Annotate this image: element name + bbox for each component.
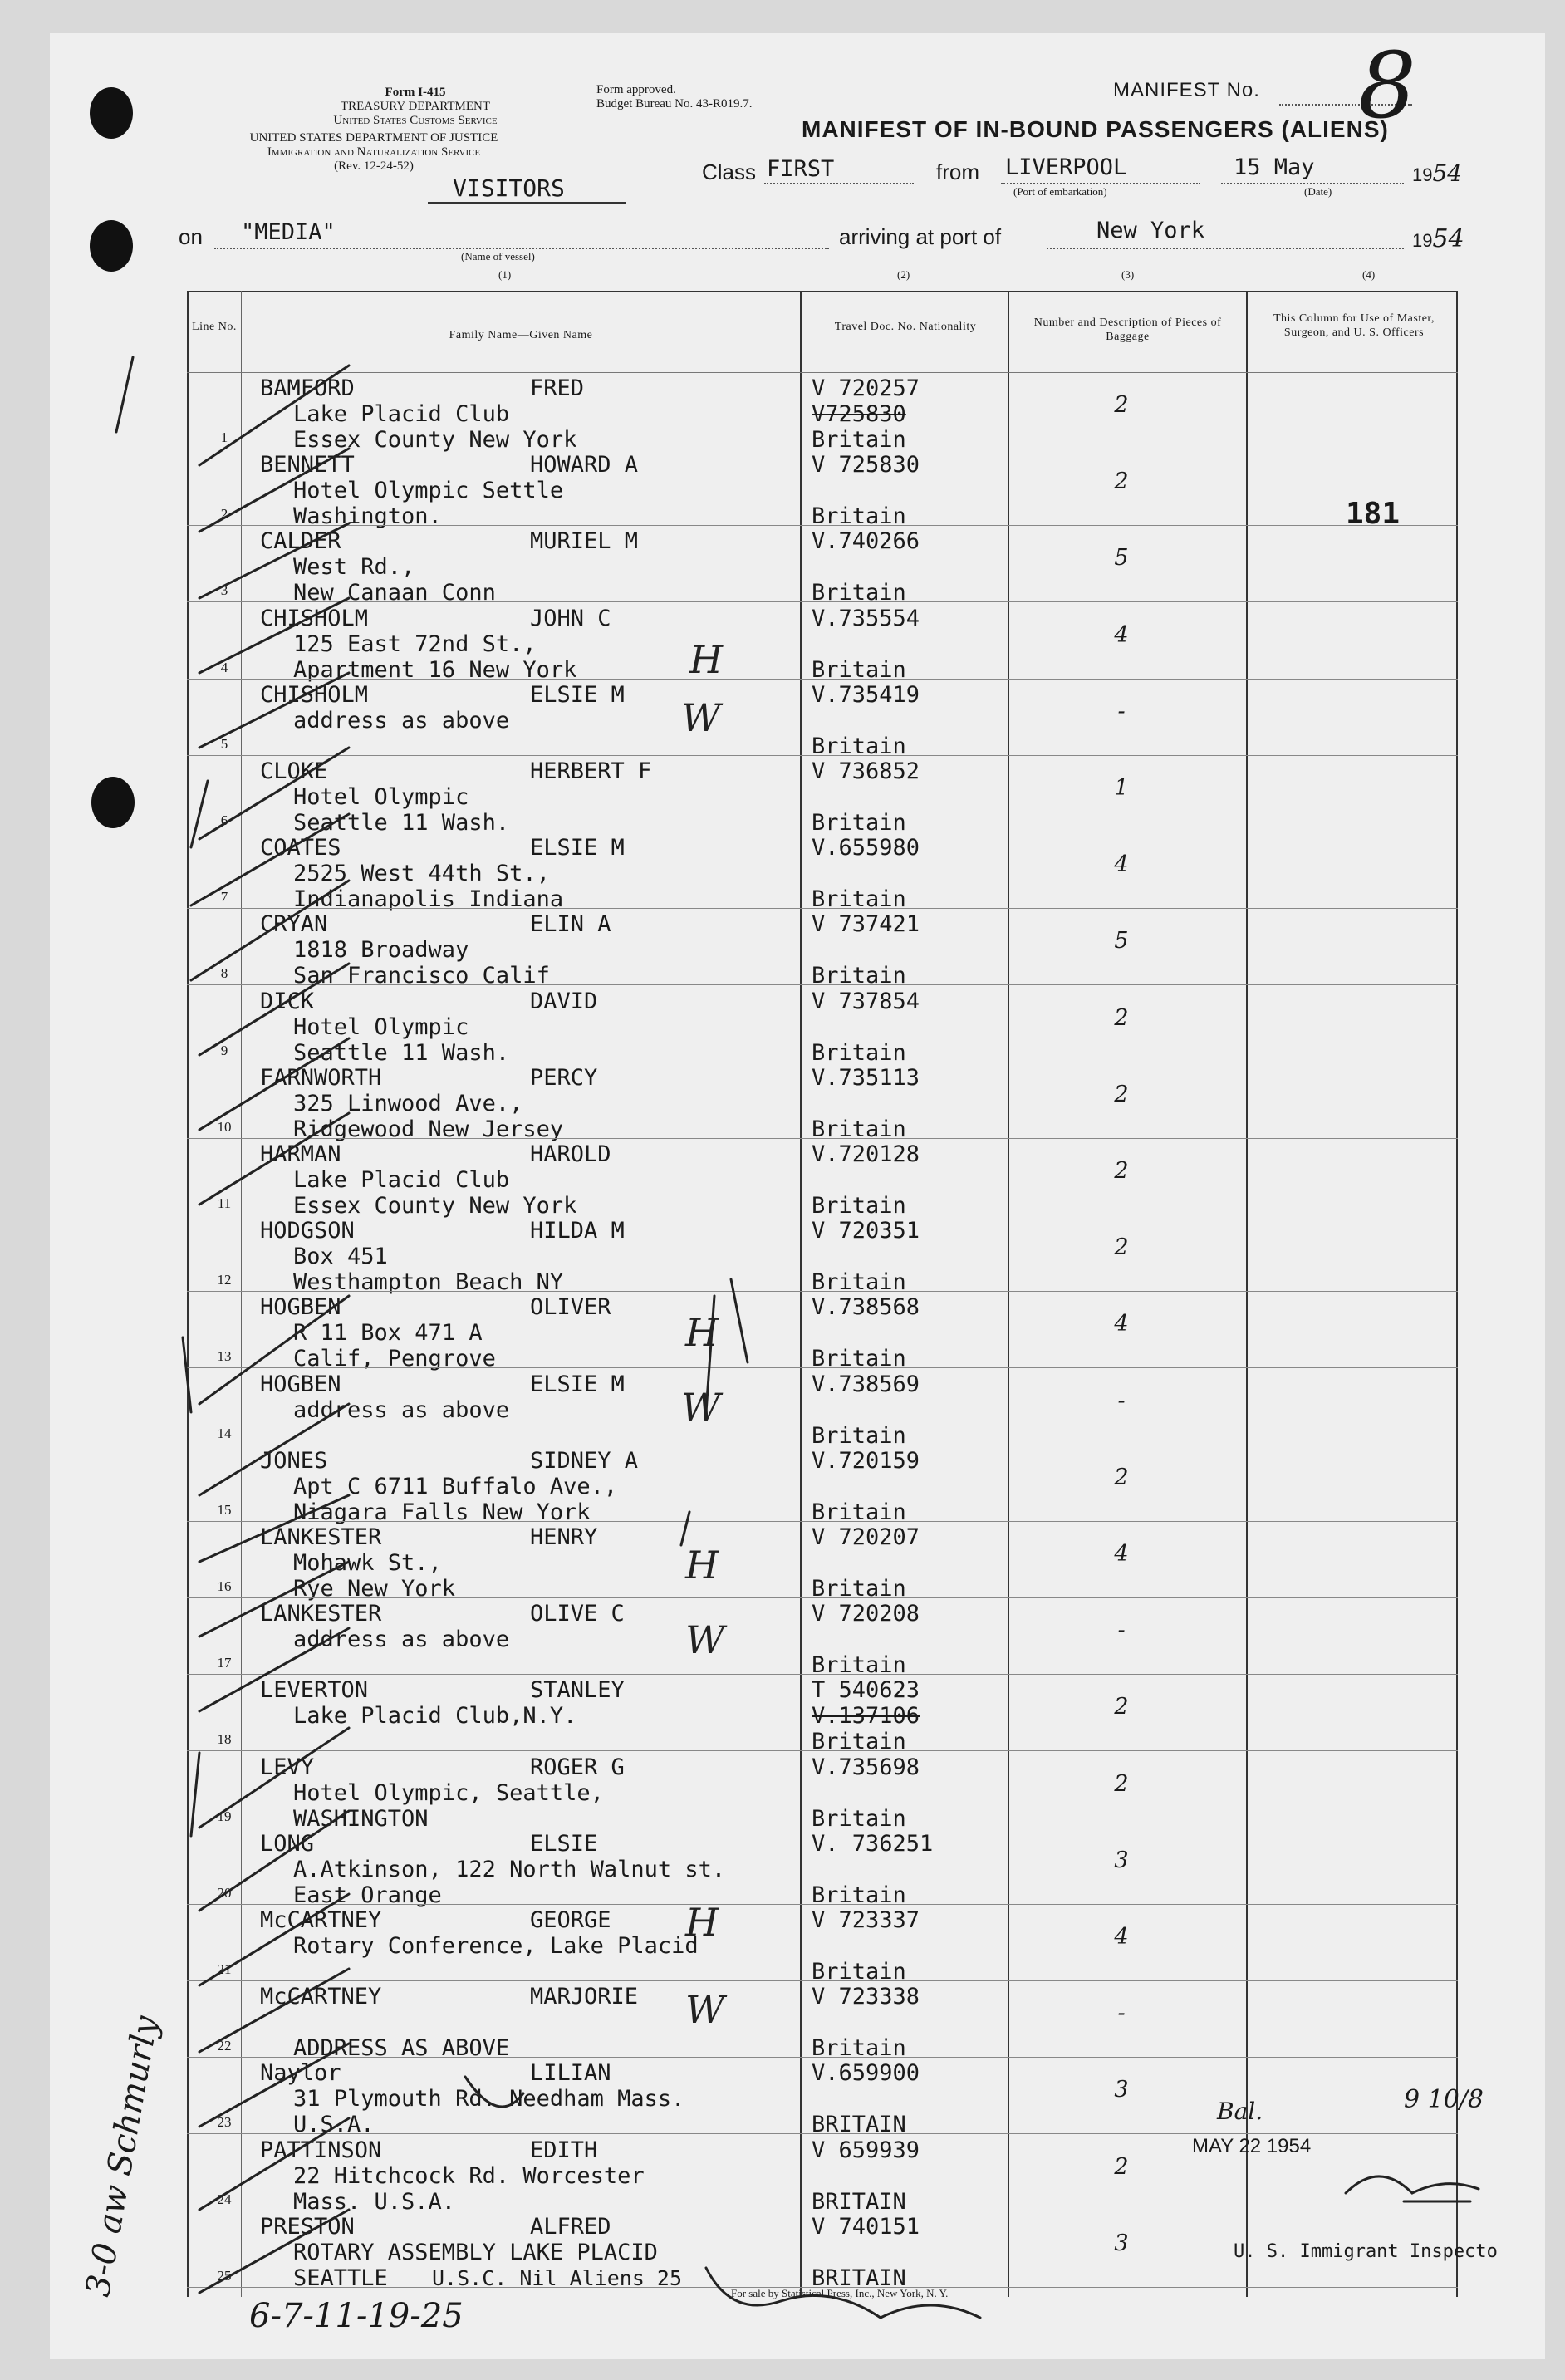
col-baggage: Number and Description of Pieces of Baggage (1033, 317, 1222, 343)
address-line-1: Lake Placid Club (293, 401, 510, 427)
address-line-1: A.Atkinson, 122 North Walnut st. (293, 1856, 726, 1882)
row-divider (187, 755, 1458, 756)
address-line-1: Hotel Olympic (293, 1013, 469, 1040)
svg-text:W: W (681, 695, 721, 740)
nationality: Britain (812, 1422, 906, 1449)
col-divider-4 (1246, 291, 1248, 2297)
baggage-count: - (1117, 698, 1126, 724)
customs-service: United States Customs Service (333, 114, 498, 127)
punch-hole (90, 87, 133, 139)
family-name: CALDER (260, 528, 341, 555)
given-name: ROGER G (530, 1754, 625, 1780)
row-divider (187, 1904, 1458, 1905)
svg-text:W: W (681, 1385, 721, 1430)
address-line-2: Seattle 11 Wash. (293, 1039, 510, 1066)
col-divider-2 (800, 291, 802, 2297)
family-name: PRESTON (260, 2213, 355, 2240)
given-name: EDITH (530, 2137, 598, 2163)
manifest-label: MANIFEST No. (1113, 79, 1260, 101)
baggage-count: 4 (1114, 1541, 1129, 1567)
svg-text:H: H (685, 1310, 719, 1355)
nationality: Britain (812, 1499, 906, 1525)
given-name: ELSIE M (530, 681, 625, 708)
given-name: LILIAN (530, 2060, 611, 2087)
col-name: Family Name—Given Name (449, 329, 593, 341)
family-name: LANKESTER (260, 1601, 382, 1627)
address-line-1: address as above (293, 1396, 510, 1423)
inspector-caption: U. S. Immigrant Inspecto (1234, 2241, 1498, 2262)
col-officers: This Column for Use of Master, Surgeon, and U. S. Officers (1273, 312, 1435, 339)
baggage-count: 2 (1114, 1081, 1129, 1107)
family-name: COATES (260, 835, 341, 861)
given-name: OLIVER (530, 1294, 611, 1321)
col-divider-3 (1008, 291, 1009, 2297)
svg-text:H: H (689, 637, 724, 682)
address-line-2: Seattle 11 Wash. (293, 810, 510, 836)
line-number: 2 (220, 506, 228, 523)
given-name: HOWARD A (530, 452, 639, 478)
address-line-1: ROTARY ASSEMBLY LAKE PLACID (293, 2239, 658, 2265)
row-divider (187, 2057, 1458, 2058)
table-right-border (1456, 291, 1458, 2297)
travel-doc-number: V.735698 (812, 1754, 920, 1780)
address-line-1: 22 Hitchcock Rd. Worcester (293, 2162, 645, 2189)
given-name: ELIN A (530, 911, 611, 938)
travel-doc-number: V 720351 (812, 1218, 920, 1244)
address-line-1: Box 451 (293, 1244, 388, 1270)
line-number: 22 (217, 2038, 232, 2054)
address-line-2: SEATTLE (293, 2265, 388, 2291)
nationality: Britain (812, 963, 906, 989)
given-name: ELSIE M (530, 1371, 625, 1397)
nationality: BRITAIN (812, 2112, 906, 2138)
travel-doc-number: V.735113 (812, 1064, 920, 1091)
line-number: 24 (217, 2191, 232, 2207)
table-top-border (187, 291, 1458, 292)
form-header-left (287, 86, 544, 128)
family-name: JONES (260, 1447, 328, 1474)
baggage-count: 2 (1114, 1234, 1129, 1261)
manifest-title: MANIFEST OF IN-BOUND PASSENGERS (ALIENS) (802, 116, 1389, 142)
address-line-1: 325 Linwood Ave., (293, 1090, 523, 1116)
margin-handwriting: 3-0 aw Schmurly (79, 2013, 166, 2299)
address-line-2: New Canaan Conn (293, 580, 496, 606)
address-line-2: Indianapolis Indiana (293, 886, 564, 913)
col3-marker: (3) (1121, 268, 1135, 281)
baggage-count: 2 (1114, 392, 1129, 418)
family-name: BAMFORD (260, 375, 355, 401)
vessel-caption: (Name of vessel) (461, 250, 535, 263)
travel-doc-number: V 725830 (812, 452, 920, 478)
travel-doc-number: V 720207 (812, 1524, 920, 1550)
address-line-1: Mohawk St., (293, 1550, 442, 1576)
line-number: 14 (217, 1425, 232, 1441)
line-number: 7 (220, 889, 228, 905)
nationality: Britain (812, 2035, 906, 2062)
family-name: CHISHOLM (260, 681, 369, 708)
address-line-2: Calif, Pengrove (293, 1346, 496, 1372)
nationality: Britain (812, 1882, 906, 1908)
year-top: 1954 (1412, 159, 1463, 187)
line-number: 18 (217, 1731, 232, 1748)
nil-aliens-note: U.S.C. Nil Aliens 25 (432, 2266, 683, 2290)
travel-doc-number: V 737854 (812, 988, 920, 1014)
travel-doc-number: V 723337 (812, 1907, 920, 1933)
address-line-1: Hotel Olympic, Seattle, (293, 1779, 604, 1806)
line-number: 10 (217, 1118, 232, 1135)
arrival-port: New York (1096, 218, 1205, 243)
inspection-stamp-date: MAY 22 1954 (1192, 2135, 1312, 2157)
nationality: Britain (812, 1652, 906, 1679)
travel-doc-number: V 740151 (812, 2213, 920, 2240)
col-travel-doc: Travel Doc. No. Nationality (834, 321, 977, 333)
col-line-no: Line No. (192, 321, 237, 333)
stamp-bal: Bal. (1217, 2098, 1263, 2125)
address-line-1: 31 Plymouth Rd. Needham Mass. (293, 2086, 685, 2113)
travel-doc-number: V 720208 (812, 1601, 920, 1627)
travel-doc-number: V. 736251 (812, 1830, 934, 1857)
given-name: GEORGE (530, 1907, 611, 1933)
row-divider (187, 908, 1458, 909)
travel-doc-number: V 720257 (812, 375, 920, 401)
nationality: Britain (812, 427, 906, 453)
punch-hole (91, 777, 135, 828)
ins-service: Immigration and Naturalization Service (267, 145, 481, 159)
family-name: PATTINSON (260, 2137, 382, 2163)
svg-text:W: W (685, 1987, 725, 2032)
arriving-label: arriving at port of (839, 224, 1002, 249)
form-header-justice (170, 131, 577, 174)
baggage-count: 2 (1114, 2153, 1129, 2180)
row-divider (187, 679, 1458, 680)
travel-doc-number: V 723338 (812, 1984, 920, 2010)
row-divider (187, 984, 1458, 985)
year-bottom: 1954 (1412, 224, 1464, 253)
travel-doc-number: V.738568 (812, 1294, 920, 1321)
given-name: JOHN C (530, 605, 611, 631)
travel-doc-number: V.735554 (812, 605, 920, 631)
line-number: 20 (217, 1884, 232, 1901)
address-line-1: West Rd., (293, 554, 415, 581)
given-name: OLIVE C (530, 1601, 625, 1627)
row-divider (187, 1138, 1458, 1139)
nationality: Britain (812, 1116, 906, 1142)
nationality: Britain (812, 1193, 906, 1219)
family-name: HOGBEN (260, 1371, 341, 1397)
address-line-2: Niagara Falls New York (293, 1499, 591, 1525)
address-line-1: Apt C 6711 Buffalo Ave., (293, 1473, 618, 1499)
baggage-count: - (1117, 1387, 1126, 1414)
travel-doc-number: V 737421 (812, 911, 920, 938)
baggage-count: 4 (1114, 1924, 1129, 1950)
family-name: CLOKE (260, 758, 328, 784)
nationality: Britain (812, 1269, 906, 1296)
svg-text:H: H (685, 1543, 719, 1587)
family-name: LONG (260, 1830, 315, 1857)
address-line-1: R 11 Box 471 A (293, 1320, 483, 1347)
class-label: Class (702, 159, 757, 184)
given-name: FRED (530, 375, 585, 401)
printer-footer: For sale by Statistical Press, Inc., New York, N. Y. (731, 2287, 949, 2299)
address-line-2: U.S.A. (293, 2112, 375, 2138)
col1-marker: (1) (498, 268, 512, 281)
family-name: McCARTNEY (260, 1907, 382, 1933)
travel-doc-number: V 659939 (812, 2137, 920, 2163)
punch-hole (90, 220, 133, 272)
line-number: 1 (220, 429, 228, 445)
address-line-1: 1818 Broadway (293, 937, 469, 964)
family-name: McCARTNEY (260, 1984, 382, 2010)
nationality: Britain (812, 1805, 906, 1832)
line-number: 12 (217, 1272, 232, 1288)
given-name: PERCY (530, 1064, 598, 1091)
address-line-2: Mass. U.S.A. (293, 2188, 456, 2215)
nationality: Britain (812, 580, 906, 606)
nationality: Britain (812, 1039, 906, 1066)
address-line-2: Essex County New York (293, 427, 577, 453)
baggage-count: 2 (1114, 1694, 1129, 1720)
form-number: Form I-415 (385, 86, 446, 99)
given-name: HILDA M (530, 1218, 625, 1244)
form-approved: Form approved. Budget Bureau No. 43-R019.7. (596, 83, 753, 110)
row-divider (187, 1367, 1458, 1368)
visitors-underline (428, 202, 626, 204)
header-row-bottom (187, 372, 1458, 373)
form-revision: (Rev. 12-24-52) (334, 159, 414, 173)
line-number: 3 (220, 582, 228, 599)
col4-marker: (4) (1362, 268, 1376, 281)
from-value: LIVERPOOL (1005, 155, 1127, 180)
family-name: HARMAN (260, 1141, 341, 1167)
address-line-1: Lake Placid Club,N.Y. (293, 1703, 577, 1730)
family-name: CHISHOLM (260, 605, 369, 631)
travel-doc-number: V.655980 (812, 835, 920, 861)
nationality: Britain (812, 1576, 906, 1602)
line-number: 25 (217, 2267, 232, 2284)
baggage-count: 1 (1114, 775, 1129, 801)
table-left-border (187, 291, 189, 2297)
manifest-number-handwritten: 8 (1358, 32, 1416, 139)
corner-fraction: 9 10/8 (1404, 2085, 1484, 2114)
row-divider (187, 1674, 1458, 1675)
baggage-count: 2 (1114, 469, 1129, 495)
line-number: 6 (220, 812, 228, 828)
family-name: LEVY (260, 1754, 315, 1780)
baggage-count: 3 (1114, 1847, 1129, 1873)
travel-doc-number: V.740266 (812, 528, 920, 555)
given-name: HERBERT F (530, 758, 652, 784)
officer-number: 181 (1346, 497, 1401, 531)
nationality: Britain (812, 1729, 906, 1755)
address-line-2: Essex County New York (293, 1193, 577, 1219)
given-name: DAVID (530, 988, 598, 1014)
treasury-dept: TREASURY DEPARTMENT (340, 100, 491, 113)
line-number: 19 (217, 1808, 232, 1824)
nationality: Britain (812, 886, 906, 913)
baggage-count: 3 (1114, 2077, 1129, 2103)
address-line-2: Ridgewood New Jersey (293, 1116, 564, 1142)
travel-doc-number: V.659900 (812, 2060, 920, 2087)
line-number: 8 (220, 965, 228, 982)
address-line-1: address as above (293, 1627, 510, 1653)
family-name: FARNWORTH (260, 1064, 382, 1091)
class-value: FIRST (767, 156, 835, 182)
address-line-2: Westhampton Beach NY (293, 1269, 564, 1296)
col-divider-1 (241, 291, 242, 2297)
travel-doc-number: V.738569 (812, 1371, 920, 1397)
handwritten-line-numbers: 6-7-11-19-25 (249, 2297, 464, 2335)
address-line-1: Lake Placid Club (293, 1167, 510, 1193)
line-number: 13 (217, 1348, 232, 1365)
given-name: ELSIE (530, 1830, 598, 1857)
address-line-1: address as above (293, 707, 510, 734)
baggage-count: 5 (1114, 545, 1129, 572)
given-name: MARJORIE (530, 1984, 639, 2010)
baggage-count: 2 (1114, 1464, 1129, 1490)
address-line-1: Hotel Olympic Settle (293, 478, 564, 504)
travel-doc-number: V.720159 (812, 1447, 920, 1474)
class-line (764, 183, 914, 184)
address-line-2: ADDRESS AS ABOVE (293, 2035, 510, 2062)
row-divider (187, 601, 1458, 602)
row-divider (187, 1750, 1458, 1751)
travel-doc-number: V.735419 (812, 681, 920, 708)
row-divider (187, 1521, 1458, 1522)
struck-travel-doc: V725830 (812, 401, 906, 427)
address-line-2: San Francisco Calif (293, 963, 550, 989)
nationality: BRITAIN (812, 2265, 906, 2291)
given-name: HAROLD (530, 1141, 611, 1167)
line-number: 21 (217, 1961, 232, 1977)
nationality: BRITAIN (812, 2188, 906, 2215)
family-name: HODGSON (260, 1218, 355, 1244)
travel-doc-number: V.720128 (812, 1141, 920, 1167)
baggage-count: - (1117, 1617, 1126, 1644)
date-caption: (Date) (1304, 185, 1332, 198)
date-value: 15 May (1234, 155, 1315, 180)
baggage-count: 2 (1114, 1004, 1129, 1031)
travel-doc-number: T 540623 (812, 1677, 920, 1704)
family-name: Naylor (260, 2060, 341, 2087)
family-name: LEVERTON (260, 1677, 369, 1704)
baggage-count: 4 (1114, 851, 1129, 878)
line-number: 11 (217, 1195, 232, 1211)
line-number: 4 (220, 659, 228, 675)
baggage-count: 2 (1114, 1770, 1129, 1797)
address-line-1: Rotary Conference, Lake Placid (293, 1933, 699, 1959)
baggage-count: 2 (1114, 1158, 1129, 1184)
address-line-2: WASHINGTON (293, 1805, 429, 1832)
nationality: Britain (812, 733, 906, 759)
row-divider (187, 1597, 1458, 1598)
family-name: LANKESTER (260, 1524, 382, 1550)
address-line-2: Rye New York (293, 1576, 456, 1602)
baggage-count: 3 (1114, 2230, 1129, 2256)
line-number: 5 (220, 735, 228, 752)
address-line-1: 2525 West 44th St., (293, 861, 550, 887)
struck-travel-doc: V.137106 (812, 1703, 920, 1730)
svg-text:H: H (685, 1900, 719, 1945)
line-number: 15 (217, 1501, 232, 1518)
on-label: on (179, 224, 203, 249)
port-embark-caption: (Port of embarkation) (1013, 185, 1107, 198)
row-divider (187, 525, 1458, 526)
family-name: BENNETT (260, 452, 355, 478)
line-number: 16 (217, 1578, 232, 1594)
justice-dept: UNITED STATES DEPARTMENT OF JUSTICE (249, 131, 498, 145)
col2-marker: (2) (897, 268, 910, 281)
travel-doc-number: V 736852 (812, 758, 920, 784)
given-name: ELSIE M (530, 835, 625, 861)
address-line-2: Apartment 16 New York (293, 656, 577, 683)
address-line-1: Hotel Olympic (293, 784, 469, 810)
baggage-count: - (1117, 2000, 1126, 2027)
line-number: 9 (220, 1042, 228, 1058)
family-name: DICK (260, 988, 315, 1014)
baggage-count: 4 (1114, 621, 1129, 648)
given-name: ALFRED (530, 2213, 611, 2240)
address-line-2: Washington. (293, 503, 442, 530)
baggage-count: 4 (1114, 1311, 1129, 1337)
nationality: Britain (812, 656, 906, 683)
budget-bureau: Budget Bureau No. 43-R019.7. (596, 97, 753, 110)
line-number: 17 (217, 1655, 232, 1671)
baggage-count: 5 (1114, 928, 1129, 954)
port-line (1047, 248, 1404, 249)
given-name: STANLEY (530, 1677, 625, 1704)
row-divider (187, 1980, 1458, 1981)
svg-text:W: W (685, 1617, 725, 1662)
line-number: 23 (217, 2114, 232, 2131)
nationality: Britain (812, 1346, 906, 1372)
given-name: SIDNEY A (530, 1447, 639, 1474)
family-name: CRYAN (260, 911, 328, 938)
nationality: Britain (812, 810, 906, 836)
nationality: Britain (812, 503, 906, 530)
given-name: MURIEL M (530, 528, 639, 555)
nationality: Britain (812, 1959, 906, 1985)
vessel-name: "MEDIA" (241, 219, 336, 245)
address-line-2: East Orange (293, 1882, 442, 1908)
family-name: HOGBEN (260, 1294, 341, 1321)
row-divider (187, 1291, 1458, 1292)
address-line-1: 125 East 72nd St., (293, 631, 537, 657)
from-label: from (936, 159, 979, 184)
visitors-label: VISITORS (453, 174, 565, 202)
given-name: HENRY (530, 1524, 598, 1550)
